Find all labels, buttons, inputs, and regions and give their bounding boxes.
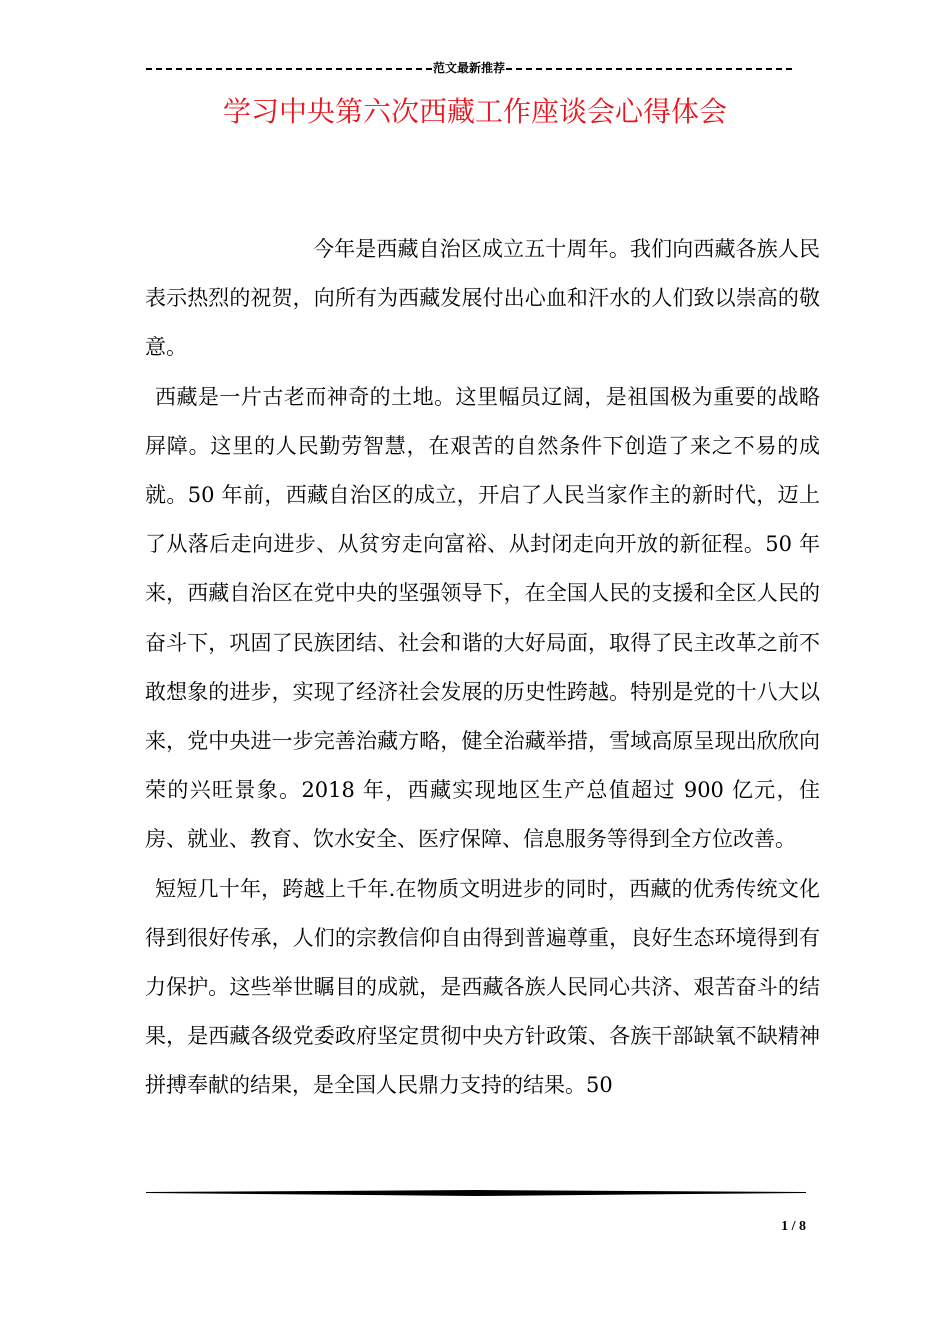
header-label: 范文最新推荐 [433,61,506,75]
footer-rule [146,1190,806,1196]
page-number: 1 / 8 [781,1219,806,1234]
paragraph: 短短几十年，跨越上千年.在物质文明进步的同时，西藏的优秀传统文化得到很好传承，人们的宗教信仰自由得到普遍尊重，良好生态环境得到有力保护。这些举世瞩目的成就，是西藏各族人民同心共济、艰苦奋斗的结果，是西藏各级党委政府坚定贯彻中央方针政策、各族干部缺氧不缺精神拼搏奉献的结果，是全国人民鼎力支持的结果。50 [145,876,820,1098]
paragraph: 今年是西藏自治区成立五十周年。我们向西藏各族人民表示热烈的祝贺，向所有为西藏发展付出心血和汗水的人们致以崇高的敬意。 [145,237,820,360]
header-dash-right [506,68,792,70]
document-title: 学习中央第六次西藏工作座谈会心得体会 [222,95,727,128]
paragraph: 西藏是一片古老而神奇的土地。这里幅员辽阔，是祖国极为重要的战略屏障。这里的人民勤劳智慧，在艰苦的自然条件下创造了来之不易的成就。50 年前，西藏自治区的成立，开启了人民当家作主的新时代，迈上了从落后走向进步、从贫穷走向富裕、从封闭走向开放的新征程。50 年来，西藏自治区在党中央的坚强领导下，在全国人民的支援和全区人民的奋斗下，巩固了民族团结、社会和谐的大好局面，取得了民主改革之前不敢想象的进步，实现了经济社会发展的历史性跨越。特别是党的十八大以来，党中央进一步完善治藏方略，健全治藏举措，雪域高原呈现出欣欣向荣的兴旺景象。2018 年，西藏实现地区生产总值超过 900 亿元，住房、就业、教育、饮水安全、医疗保障、信息服务等得到全方位改善。 [145,384,820,852]
header-banner [146,60,792,76]
header-dash-left [146,68,432,70]
document-body [145,225,820,1111]
